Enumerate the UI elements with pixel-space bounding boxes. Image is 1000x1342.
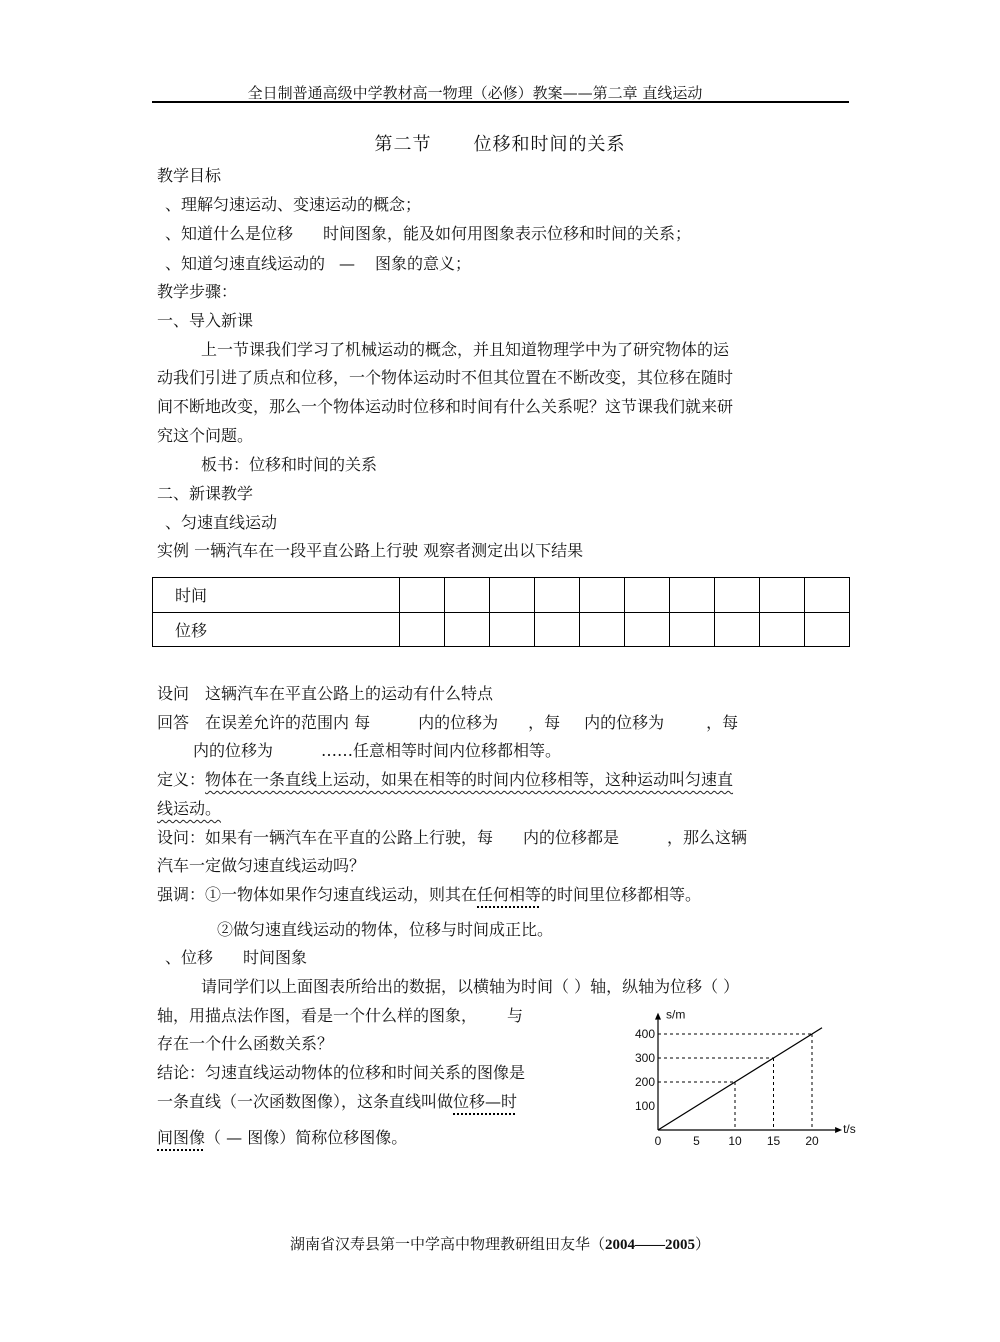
page-footer: 湖南省汉寿县第一中学高中物理教研组田友华（2004——2005） <box>289 1235 711 1253</box>
intro-line-3: 间不断地改变，那么一个物体运动时位移和时间有什么关系呢？这节课我们就来研 <box>157 397 734 416</box>
table-cell <box>625 578 670 613</box>
table-cell <box>490 578 535 613</box>
table-cell <box>400 578 445 613</box>
y-axis-label: s/m <box>666 1007 686 1022</box>
plot-line-1: 请同学们以上面图表所给出的数据，以横轴为时间（ ）轴，纵轴为位移（ ） <box>201 977 740 996</box>
section-number: 第二节 <box>374 134 432 155</box>
intro-line-1: 上一节课我们学习了机械运动的概念，并且知道物理学中为了研究物体的运 <box>201 340 730 359</box>
goal-2: 、知道什么是位移 时间图象，能及如何用图象表示位移和时间的关系； <box>165 224 692 243</box>
x-axis-arrow <box>835 1127 842 1133</box>
intro-line-2: 动我们引进了质点和位移，一个物体运动时不但其位置在不断改变，其位移在随时 <box>157 368 734 387</box>
intro-line-4: 究这个问题。 <box>157 426 254 445</box>
answer-line-1: 回答 在误差允许的范围内 每 内的位移为 ，每 内的位移为 ，每 <box>157 713 739 732</box>
definition-line-1: 定义：物体在一条直线上运动，如果在相等的时间内位移相等，这种运动叫匀速直 <box>157 770 734 789</box>
table-row <box>153 612 850 647</box>
table-cell <box>400 612 445 647</box>
table-cell <box>535 578 580 613</box>
question-1: 设问 这辆汽车在平直公路上的运动有什么特点 <box>157 684 494 703</box>
table-cell <box>580 612 625 647</box>
table-cell <box>580 578 625 613</box>
y-tick-label: 200 <box>634 1075 655 1089</box>
goal-1: 、理解匀速运动、变速运动的概念； <box>165 195 422 214</box>
origin-label: 0 <box>654 1134 662 1148</box>
table-cell <box>715 612 760 647</box>
part2-heading: 二、新课教学 <box>157 484 254 503</box>
table-cell <box>760 578 805 613</box>
page-header: 全日制普通高级中学教材高一物理（必修）教案——第二章 直线运动 <box>247 84 703 102</box>
conclusion-line-1: 结论：匀速直线运动物体的位移和时间关系的图像是 <box>157 1063 526 1082</box>
example-line: 实例 一辆汽车在一段平直公路上行驶 观察者测定出以下结果 <box>157 541 584 560</box>
question-2-line-2: 汽车一定做匀速直线运动吗？ <box>157 856 366 875</box>
x-tick-label: 15 <box>766 1134 781 1148</box>
plot-line-2: 轴，用描点法作图，看是一个什么样的图象， 与 <box>157 1006 524 1025</box>
x-tick-label: 5 <box>693 1134 700 1148</box>
conclusion-line-3: 间图像（ — 图像）简称位移图像。 <box>157 1128 408 1147</box>
y-axis-arrow <box>655 1013 661 1020</box>
displacement-time-chart <box>628 1000 856 1160</box>
emphasis-1: 强调：①一物体如果作匀速直线运动，则其在任何相等的时间里位移都相等。 <box>157 885 702 904</box>
table-cell <box>670 612 715 647</box>
board-note: 板书：位移和时间的关系 <box>201 455 378 474</box>
part1-heading: 一、导入新课 <box>157 311 254 330</box>
table-cell <box>625 612 670 647</box>
section-title <box>0 130 1000 156</box>
goals-heading: 教学目标 <box>157 166 222 185</box>
table-cell <box>715 578 760 613</box>
header-rule <box>152 101 849 103</box>
y-tick-label: 100 <box>634 1099 655 1113</box>
table-cell <box>490 612 535 647</box>
steps-heading: 教学步骤： <box>157 282 238 301</box>
data-table <box>152 577 850 647</box>
table-cell <box>805 578 850 613</box>
table-cell <box>445 612 490 647</box>
goal-3: 、知道匀速直线运动的 — 图象的意义； <box>165 254 472 273</box>
row-label-displacement: 位移 <box>153 612 400 647</box>
y-tick-label: 300 <box>634 1051 655 1065</box>
subsection-1: 、匀速直线运动 <box>165 513 278 532</box>
definition-line-2: 线运动。 <box>157 799 222 818</box>
table-cell <box>760 612 805 647</box>
series-line <box>658 1034 812 1130</box>
table-cell <box>670 578 715 613</box>
table-cell <box>535 612 580 647</box>
table-cell <box>805 612 850 647</box>
section-name: 位移和时间的关系 <box>473 134 626 155</box>
subsection-2: 、位移 时间图象 <box>165 948 308 967</box>
plot-line-3: 存在一个什么函数关系？ <box>157 1034 334 1053</box>
conclusion-line-2: 一条直线（一次函数图像），这条直线叫做位移—时 <box>157 1092 518 1111</box>
x-axis-label: t/s <box>843 1122 856 1136</box>
row-label-time: 时间 <box>153 578 400 613</box>
table-cell <box>445 578 490 613</box>
y-tick-label: 400 <box>634 1027 655 1041</box>
emphasis-2: ②做匀速直线运动的物体，位移与时间成正比。 <box>217 920 554 939</box>
x-tick-label: 20 <box>805 1134 819 1148</box>
series-line-extension <box>812 1028 822 1034</box>
answer-line-2: 内的位移为 ……任意相等时间内位移都相等。 <box>193 741 562 760</box>
x-tick-label: 10 <box>728 1134 742 1148</box>
question-2-line-1: 设问：如果有一辆汽车在平直的公路上行驶，每 内的位移都是 ，那么这辆 <box>157 828 748 847</box>
table-row <box>153 578 850 613</box>
